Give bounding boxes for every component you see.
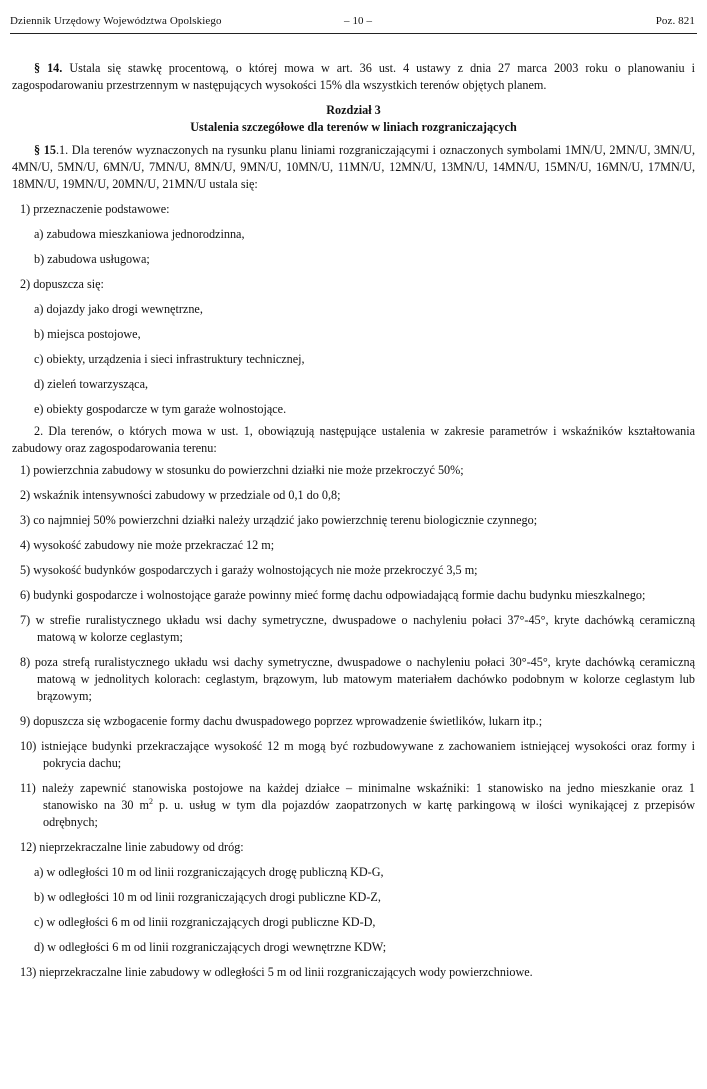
paragraph-label: § 15 (34, 143, 56, 157)
sub-item: e) obiekty gospodarcze w tym garaże wolnostojące. (34, 402, 287, 416)
list-item: 2) dopuszcza się: (20, 277, 104, 291)
rule-text: p. u. usług w tym dla pojazdów zaopatrzonych w kartę parkingową w ilości wynikającej z przepisów odrębnych; (43, 798, 696, 829)
sub-item: a) w odległości 10 m od linii rozgraniczających drogę publiczną KD-G, (34, 865, 384, 879)
chapter-title: Rozdział 3 (326, 103, 381, 117)
sub-item: d) zieleń towarzysząca, (34, 377, 149, 391)
paragraph-15 (12, 142, 695, 193)
position-number: Poz. 821 (655, 15, 695, 27)
sub-item: c) obiekty, urządzenia i sieci infrastruktury technicznej, (34, 352, 305, 366)
page-header (10, 13, 697, 34)
rule-item: 13) nieprzekraczalne linie zabudowy w odległości 5 m od linii rozgraniczających wody powierzchniowe. (20, 965, 533, 979)
rule-item: 3) co najmniej 50% powierzchni działki należy urządzić jako powierzchnię terenu biologicznie czynnego; (20, 513, 538, 527)
sub-item: b) miejsca postojowe, (34, 327, 141, 341)
document-body (12, 60, 695, 981)
paragraph-text: .1. Dla terenów wyznaczonych na rysunku planu liniami rozgraniczającymi i oznaczonych symbolami 1MN/U, 2MN/U, 3MN/U, 4MN/U, 5MN/U, 6MN/U, 7MN/U, 8MN/U, 9MN/U, 10MN/U, 11MN/U, 12MN/U, 13MN/U, 14MN/U, 15MN/U, 16MN/U, 17MN/U, 18MN/U, 19MN/U, 20MN/U, 21MN/U ustala się: (12, 143, 695, 191)
rule-item: 4) wysokość zabudowy nie może przekraczać 12 m; (20, 538, 275, 552)
section-2: 2. Dla terenów, o których mowa w ust. 1, obowiązują następujące ustalenia w zakresie parametrów i wskaźników kształtowania zabudowy oraz zagospodarowania terenu: (12, 424, 695, 455)
rule-item: 9) dopuszcza się wzbogacenie formy dachu dwuspadowego poprzez wprowadzenie świetlików, lukarn itp.; (20, 714, 543, 728)
paragraph-text: Ustala się stawkę procentową, o której mowa w art. 36 ust. 4 ustawy z dnia 27 marca 2003 roku o planowaniu i zagospodarowaniu przestrzennym w następujących wysokości 15% dla wszystkich terenów objętych planem. (12, 61, 696, 92)
sub-item: c) w odległości 6 m od linii rozgraniczających drogi publiczne KD-D, (34, 915, 376, 929)
sub-item: d) w odległości 6 m od linii rozgraniczających drogi wewnętrzne KDW; (34, 940, 387, 954)
sub-item: a) dojazdy jako drogi wewnętrzne, (34, 302, 203, 316)
paragraph-label: § 14. (34, 61, 63, 75)
rule-item: 2) wskaźnik intensywności zabudowy w przedziale od 0,1 do 0,8; (20, 488, 341, 502)
rule-item: 7) w strefie ruralistycznego układu wsi dachy symetryczne, dwuspadowe o nachyleniu połaci 37°-45°, kryte dachówką ceramiczną matową w kolorze ceglastym; (20, 613, 695, 644)
list-item: 1) przeznaczenie podstawowe: (20, 202, 170, 216)
sub-item: b) w odległości 10 m od linii rozgraniczających drogi publiczne KD-Z, (34, 890, 381, 904)
rule-text: 11) należy zapewnić stanowiska postojowe na każdej działce – minimalne wskaźniki: 1 stanowisko na jedno mieszkanie oraz 1 stanowisko na 30 m (20, 781, 695, 812)
sub-item: a) zabudowa mieszkaniowa jednorodzinna, (34, 227, 245, 241)
rule-item: 8) poza strefą ruralistycznego układu wsi dachy symetryczne, dwuspadowe o nachyleniu połaci 30°-45°, kryte dachówką ceramiczną matową w jednolitych kolorach: ceglastym, brązowym, lub matowym materiałem dachówko podobnym w kolorze ceglastym lub brązowym; (20, 655, 695, 703)
rule-item: 5) wysokość budynków gospodarczych i garaży wolnostojących nie może przekroczyć 3,5 m; (20, 563, 478, 577)
paragraph-14 (12, 60, 695, 94)
journal-title: Dziennik Urzędowy Województwa Opolskiego (10, 15, 222, 27)
rule-item: 10) istniejące budynki przekraczające wysokość 12 m mogą być rozbudowywane z zachowaniem istniejącej wysokości oraz formy i pokrycia dachu; (20, 739, 695, 770)
chapter-subtitle: Ustalenia szczegółowe dla terenów w liniach rozgraniczających (190, 120, 517, 134)
page-number: – 10 – (344, 15, 373, 27)
rule-item: 1) powierzchnia zabudowy w stosunku do powierzchni działki nie może przekroczyć 50%; (20, 463, 464, 477)
superscript: 2 (149, 796, 154, 806)
rule-item (12, 780, 695, 831)
sub-item: b) zabudowa usługowa; (34, 252, 150, 266)
rule-item: 6) budynki gospodarcze i wolnostojące garaże powinny mieć formę dachu odpowiadającą formie dachu budynku mieszkalnego; (20, 588, 646, 602)
rule-item: 12) nieprzekraczalne linie zabudowy od dróg: (20, 840, 244, 854)
